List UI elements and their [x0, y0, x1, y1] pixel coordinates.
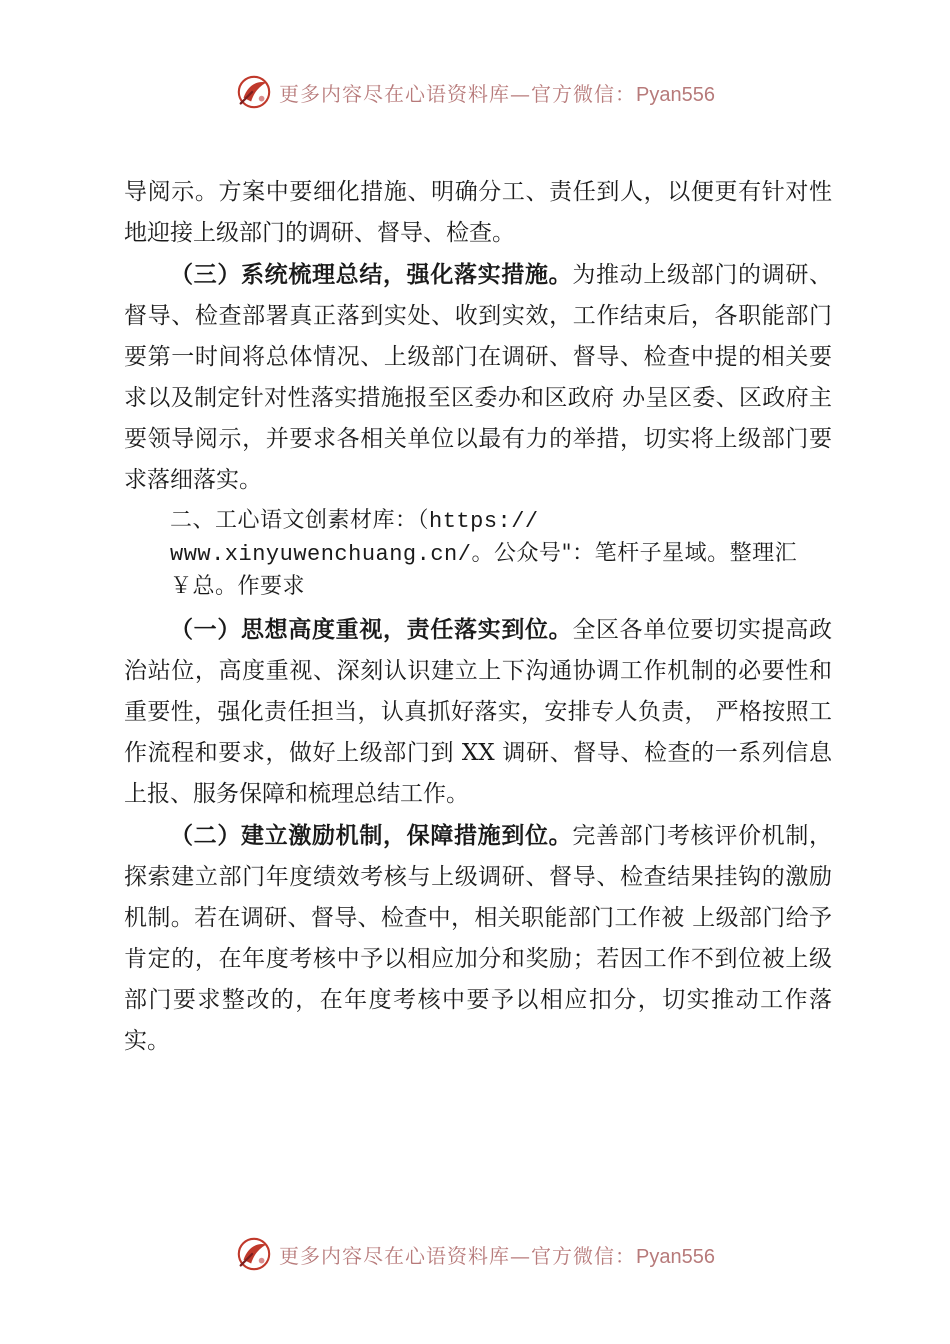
paragraph-5-heading: （二）建立激励机制，保障措施到位。 — [170, 822, 573, 849]
header-banner-text: 更多内容尽在心语资料库—官方微信：Pyan556 — [279, 81, 715, 106]
paragraph-2-text: 为推动上级部门的调研、督导、检查部署真正落到实处、收到实效，工作结束后，各职能部门要第一时间将总体情况、上级部门在调研、督导、检查中提的相关要求以及制定针对性落实措施报至区委办和区政府 办呈区委、区政府主要领导阅示，并要求各相关单位以最有力的举措，切实将上级部门要求落细落实。 — [124, 262, 833, 493]
paragraph-3-prefix: 二、工心语文创素材库：（ — [170, 508, 430, 533]
brand-logo-icon — [235, 73, 273, 111]
footer-banner — [0, 1232, 950, 1276]
paragraph-4 — [124, 609, 832, 815]
header-wechat-id: Pyan556 — [636, 83, 715, 106]
paragraph-5 — [124, 815, 832, 1062]
source-url-part-1: https:// — [429, 509, 539, 534]
paragraph-4-text: 全区各单位要切实提高政治站位，高度重视、深刻认识建立上下沟通协调工作机制的必要性和重要性，强化责任担当，认真抓好落实，安排专人负责， 严格按照工作流程和要求，做好上级部门到 XX 调研、督导、检查的一系列信息上报、服务保障和梳理总结工作。 — [124, 617, 833, 807]
source-url-part-2: www.xinyuwenchuang.cn/ — [170, 542, 472, 567]
header-banner — [0, 70, 950, 114]
paragraph-4-heading: （一）思想高度重视，责任落实到位。 — [170, 616, 573, 643]
paragraph-3-suffix: ￥总。作要求 — [170, 574, 306, 599]
paragraph-2 — [124, 254, 832, 501]
footer-wechat-id: Pyan556 — [636, 1245, 715, 1268]
paragraph-3 — [124, 505, 832, 603]
paragraph-2-heading: （三）系统梳理总结，强化落实措施。 — [170, 261, 573, 288]
paragraph-3-middle: 。公众号"：笔杆子星域。整理汇 — [471, 541, 798, 566]
brand-logo-icon — [235, 1235, 273, 1273]
paragraph-5-text: 完善部门考核评价机制，探索建立部门年度绩效考核与上级调研、督导、检查结果挂钩的激励机制。若在调研、督导、检查中，相关职能部门工作被 上级部门给予肯定的，在年度考核中予以相应加分和奖励；若因工作不到位被上级部门要求整改的，在年度考核中要予以相应扣分，切实推动工作落实。 — [124, 823, 833, 1054]
document-body — [124, 172, 832, 1062]
footer-banner-text: 更多内容尽在心语资料库—官方微信：Pyan556 — [279, 1243, 715, 1268]
paragraph-1: 导阅示。方案中要细化措施、明确分工、责任到人，以便更有针对性地迎接上级部门的调研、督导、检查。 — [124, 179, 832, 246]
